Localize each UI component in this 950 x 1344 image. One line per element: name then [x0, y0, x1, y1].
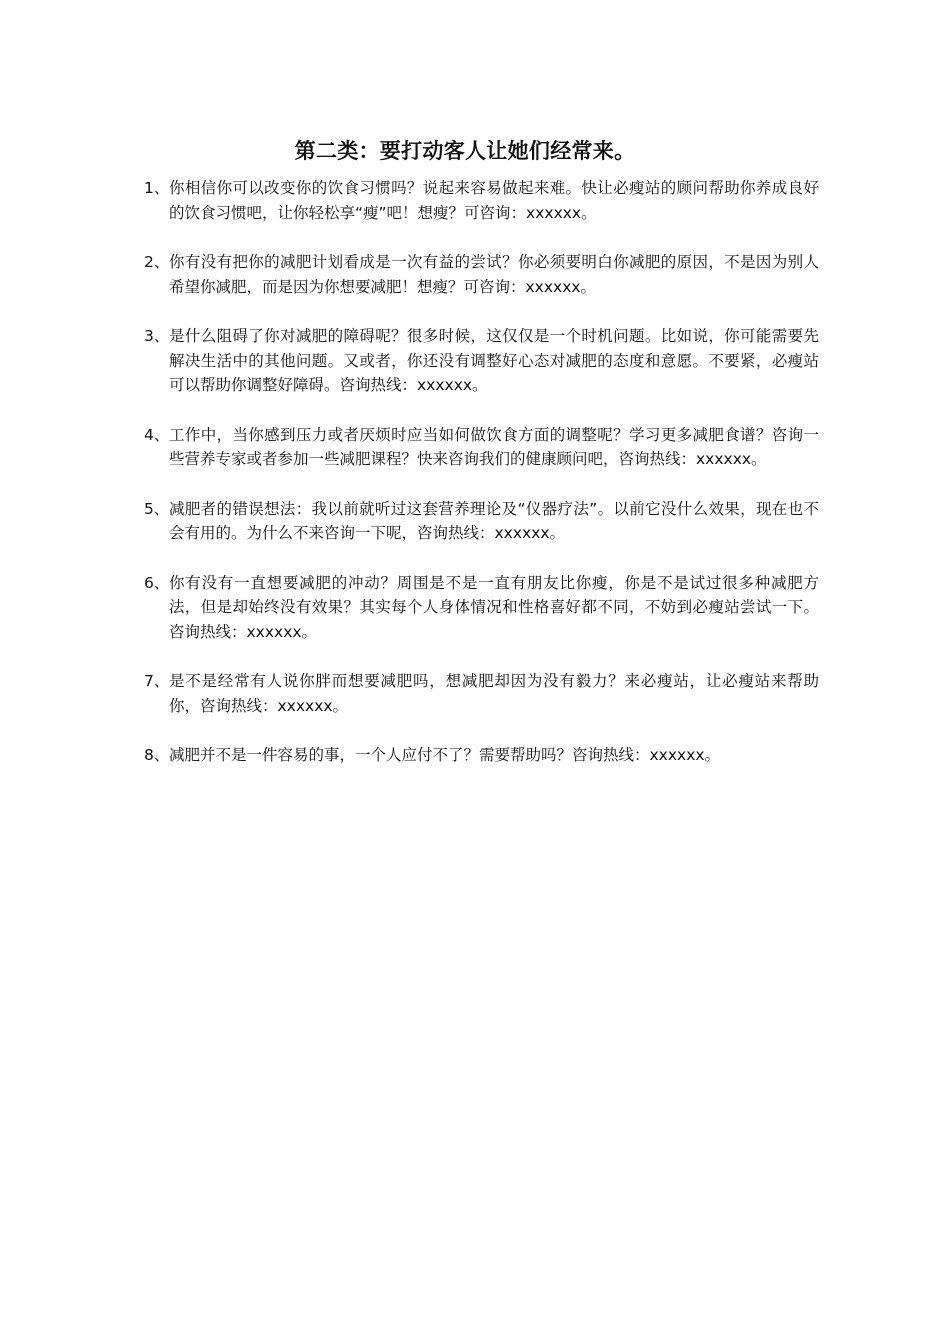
list-item — [144, 743, 819, 768]
list-item-number: 5、 — [144, 499, 170, 518]
list-item-number: 1、 — [144, 179, 170, 197]
list-item-text: 减肥者的错误想法：我以前就听过这套营养理论及“仪器疗法”。以前它没什么效果，现在也不会有用的。为什么不来咨询一下呢，咨询热线：xxxxxx。 — [169, 499, 819, 542]
list-item-text: 你有没有把你的减肥计划看成是一次有益的尝试？你必须要明白你减肥的原因，不是因为别人希望你减肥，而是因为你想要减肥！想瘦？可咨询：xxxxxx。 — [169, 253, 819, 296]
document-title: 第二类：要打动客人让她们经常来。 — [294, 139, 636, 163]
list-item — [144, 571, 819, 645]
list-item — [144, 423, 819, 472]
list-item-number: 4、 — [144, 425, 170, 444]
list-item-number: 7、 — [144, 672, 170, 690]
list-item-number: 8、 — [144, 746, 170, 764]
numbered-list — [144, 176, 819, 793]
list-item — [144, 497, 819, 546]
list-item — [144, 176, 819, 225]
list-item — [144, 669, 819, 718]
list-item — [144, 324, 819, 398]
list-item — [144, 250, 819, 299]
list-item-number: 2、 — [144, 253, 170, 271]
list-item-text: 你有没有一直想要减肥的冲动？周围是不是一直有朋友比你瘦，你是不是试过很多种减肥方法，但是却始终没有效果？其实每个人身体情况和性格喜好都不同，不妨到必瘦站尝试一下。咨询热线：xxxxxx。 — [169, 573, 819, 641]
list-item-text: 减肥并不是一件容易的事，一个人应付不了？需要帮助吗？咨询热线：xxxxxx。 — [169, 746, 721, 764]
list-item-text: 工作中，当你感到压力或者厌烦时应当如何做饮食方面的调整呢？学习更多减肥食谱？咨询一些营养专家或者参加一些减肥课程？快来咨询我们的健康顾问吧，咨询热线：xxxxxx。 — [169, 425, 819, 468]
list-item-text: 你相信你可以改变你的饮食习惯吗？说起来容易做起来难。快让必瘦站的顾问帮助你养成良好的饮食习惯吧，让你轻松享“瘦”吧！想瘦？可咨询：xxxxxx。 — [169, 179, 819, 222]
list-item-number: 3、 — [144, 327, 170, 345]
list-item-text: 是不是经常有人说你胖而想要减肥吗，想减肥却因为没有毅力？来必瘦站，让必瘦站来帮助你，咨询热线：xxxxxx。 — [169, 672, 819, 715]
list-item-number: 6、 — [144, 573, 170, 592]
list-item-text: 是什么阻碍了你对减肥的障碍呢？很多时候，这仅仅是一个时机问题。比如说，你可能需要先解决生活中的其他问题。又或者，你还没有调整好心态对减肥的态度和意愿。不要紧，必瘦站可以帮助你调整好障碍。咨询热线：xxxxxx。 — [169, 327, 819, 394]
